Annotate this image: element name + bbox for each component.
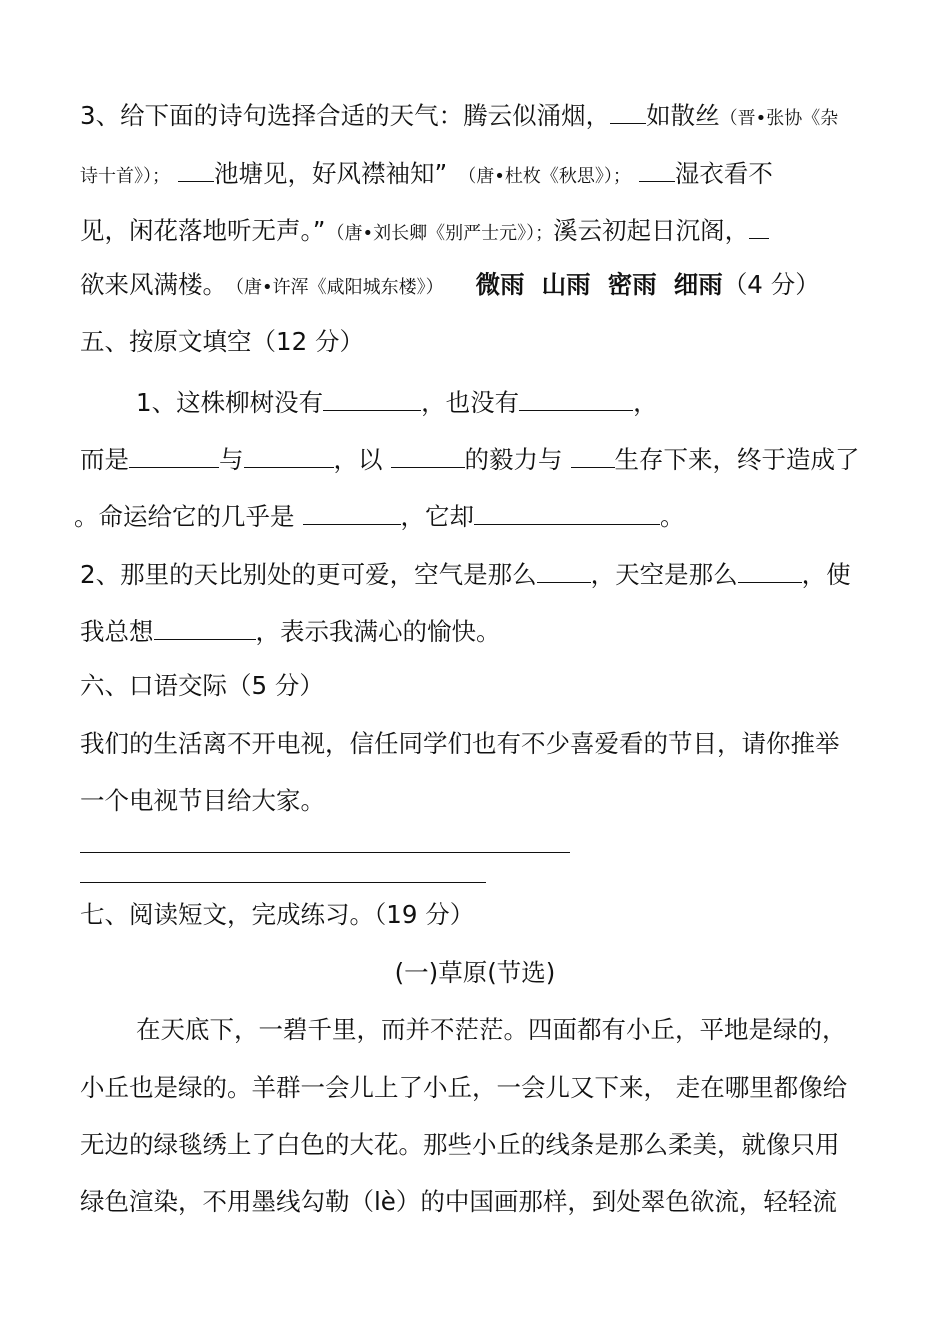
q3-line-4: 欲来风满楼。 （唐•许浑《咸阳城东楼》） 微雨 山雨 密雨 细雨（4 分） [80, 270, 820, 299]
q3-blank-4[interactable] [749, 212, 769, 239]
answer-line-2[interactable] [80, 882, 486, 883]
sec5-item2-line1: 2、那里的天比别处的更可爱，空气是那么 ，天空是那么 ，使 [80, 556, 892, 588]
sec5-blank-10[interactable] [738, 556, 802, 583]
sec5-item1-line1: 1、这株柳树没有 ，也没有 ， [136, 384, 892, 416]
passage-line-3: 无边的绿毯绣上了白色的大花。那些小丘的线条是那么柔美，就像只用 [80, 1130, 840, 1159]
sec5-blank-11[interactable] [154, 613, 256, 640]
q3-line-2: 诗十首》）； 池塘见，好风襟袖知” （唐•杜枚《秋思》）； 湿衣看不 [80, 155, 892, 187]
sec5-blank-1[interactable] [323, 384, 421, 411]
sec5-blank-9[interactable] [537, 556, 591, 583]
sec5-blank-5[interactable] [391, 441, 465, 468]
sec5-item2-line2: 我总想 ，表示我满心的愉快。 [80, 613, 892, 645]
q3-blank-2[interactable] [178, 155, 214, 182]
sec5-blank-2[interactable] [519, 384, 633, 411]
sec5-blank-4[interactable] [244, 441, 334, 468]
sec5-item1-line3: 。命运给它的几乎是 ，它却 。 [74, 498, 892, 530]
sec6-paragraph-line2: 一个电视节目给大家。 [80, 786, 325, 815]
section-7-heading: 七、阅读短文，完成练习。（19 分） [80, 900, 475, 929]
sec6-paragraph-line1: 我们的生活离不开电视，信任同学们也有不少喜爱看的节目，请你推举 [80, 729, 840, 758]
q3-line-3: 见，闲花落地听无声。” （唐•刘长卿《别严士元》）；溪云初起日沉阁， [80, 212, 892, 244]
sec5-blank-8[interactable] [474, 498, 660, 525]
passage-line-2: 小丘也是绿的。羊群一会儿上了小丘，一会儿又下来， 走在哪里都像给 [80, 1073, 848, 1102]
sec5-blank-3[interactable] [129, 441, 219, 468]
passage-title: (一)草原(节选) [394, 958, 556, 987]
sec5-blank-7[interactable] [303, 498, 401, 525]
passage-line-1: 在天底下，一碧千里，而并不茫茫。四面都有小丘，平地是绿的， [136, 1015, 847, 1044]
section-6-heading: 六、口语交际（5 分） [80, 671, 324, 700]
q3-blank-3[interactable] [639, 155, 675, 182]
answer-line-1[interactable] [80, 852, 570, 853]
sec5-item1-line2: 而是 与 ，以 的毅力与 生存下来，终于造成了 [80, 441, 892, 473]
q3-line-1: 3、给下面的诗句选择合适的天气：腾云似涌烟， 如散丝（晋•张协《杂 [80, 97, 892, 129]
q3-blank-1[interactable] [610, 97, 646, 124]
section-5-heading: 五、按原文填空（12 分） [80, 327, 364, 356]
passage-line-4: 绿色渲染，不用墨线勾勒（lè）的中国画那样，到处翠色欲流，轻轻流 [80, 1187, 837, 1216]
weather-options: 微雨 山雨 密雨 细雨 [475, 270, 723, 299]
sec5-blank-6[interactable] [571, 441, 615, 468]
